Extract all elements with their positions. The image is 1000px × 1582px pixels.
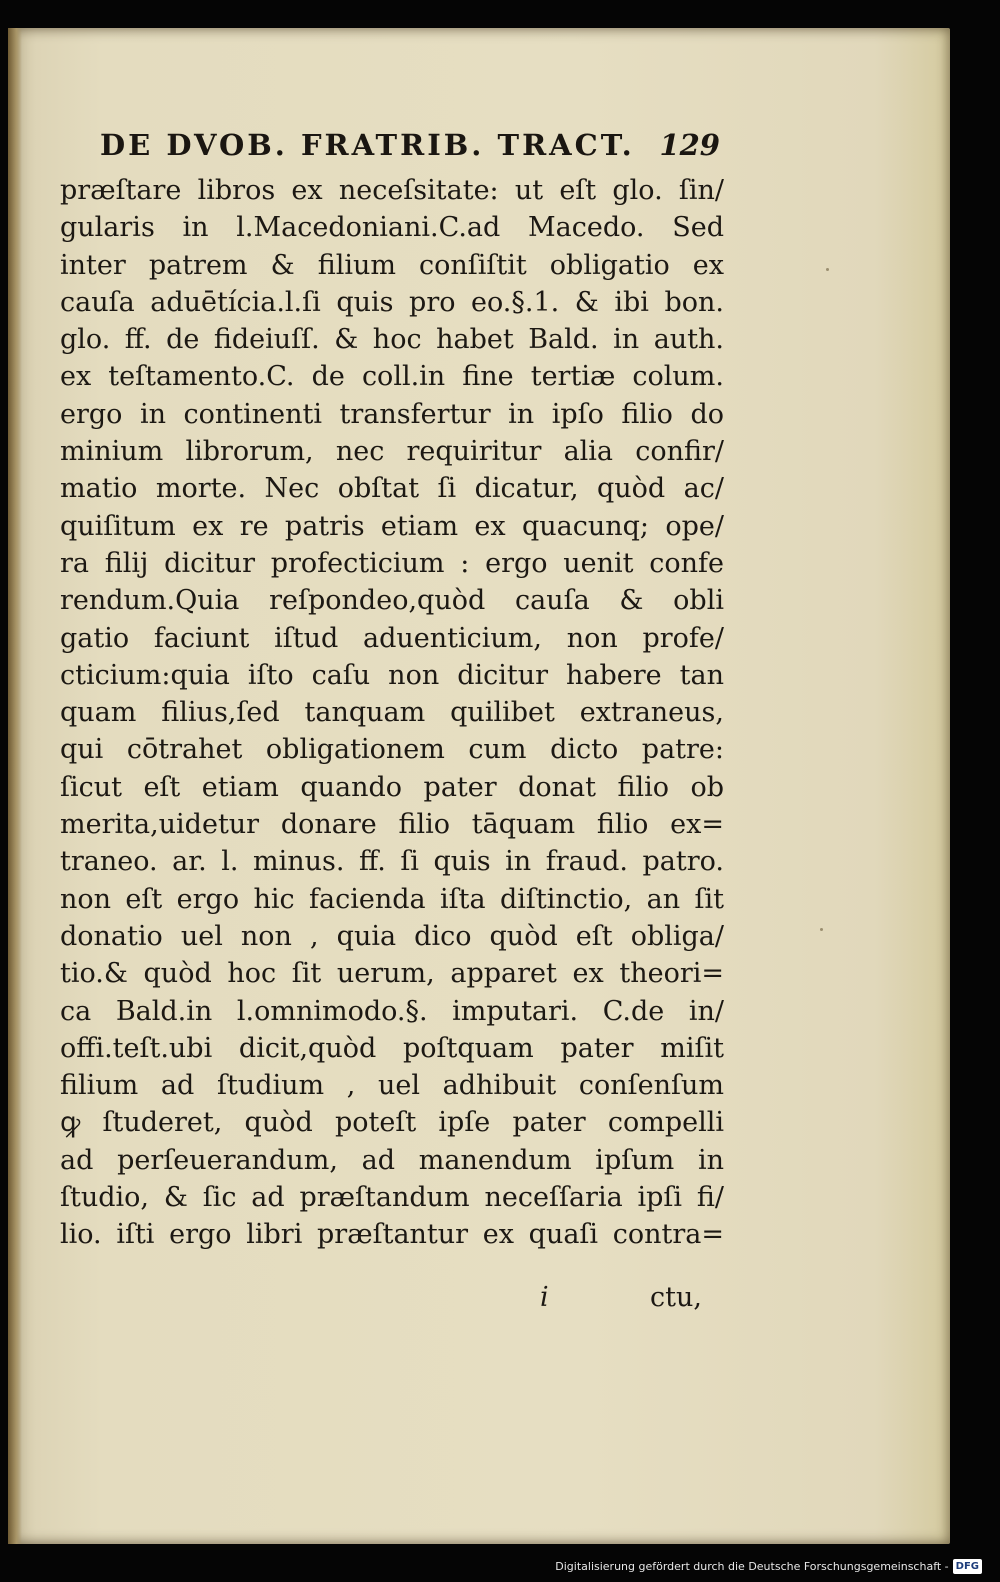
text-line: ſtudio, & ſic ad præſtandum neceſſaria ipſi fi/ — [60, 1182, 724, 1214]
text-line: qui cōtrahet obligationem cum dicto patre: — [60, 734, 724, 766]
text-line: ſicut eſt etiam quando pater donat filio ob — [60, 771, 724, 803]
text-line: ra filij dicitur profecticium : ergo uenit confe — [60, 547, 724, 579]
text-line: gularis in l.Macedoniani.C.ad Macedo. Sed — [60, 212, 724, 244]
text-line: gatio faciunt iſtud aduenticium, non profe/ — [60, 622, 724, 654]
signature-mark: i — [540, 1282, 549, 1313]
text-line: tio.& quòd hoc ſit uerum, apparet ex theori= — [60, 958, 724, 990]
dfg-logo-icon: DFG — [953, 1559, 982, 1574]
text-line: cauſa aduētícia.l.ſi quis pro eo.§.1. & ibi bon. — [60, 286, 724, 318]
catchword: ctu, — [650, 1282, 702, 1313]
text-line: traneo. ar. l. minus. ff. ſi quis in fraud. patro. — [60, 846, 724, 878]
digitization-credit — [555, 1556, 982, 1576]
paper-speck — [820, 928, 823, 931]
text-line: merita,uidetur donare filio tāquam filio ex= — [60, 809, 724, 841]
page-spine-shadow — [8, 28, 22, 1544]
running-head — [100, 128, 720, 172]
credit-text: Digitalisierung gefördert durch die Deutsche Forschungsgemeinschaft - — [555, 1559, 949, 1573]
text-line: lio. iſti ergo libri præſtantur ex quaſi contra= — [60, 1219, 724, 1251]
text-line: donatio uel non , quia dico quòd eſt obliga/ — [60, 920, 724, 952]
text-line: ergo in continenti transfertur in ipſo filio do — [60, 398, 724, 430]
text-line: ex teſtamento.C. de coll.in fine tertiæ colum. — [60, 361, 724, 393]
text-line: ca Bald.in l.omnimodo.§. imputari. C.de in/ — [60, 995, 724, 1027]
page-number: 129 — [659, 128, 720, 162]
text-line: inter patrem & filium conſiſtit obligatio ex — [60, 249, 724, 281]
text-line: ad perſeuerandum, ad manendum ipſum in — [60, 1144, 724, 1176]
text-line: matio morte. Nec obſtat ſi dicatur, quòd ac/ — [60, 473, 724, 505]
catchline — [60, 1282, 724, 1322]
text-line: minium librorum, nec requiritur alia confir/ — [60, 436, 724, 468]
text-line: cticium:quia iſto caſu non dicitur habere tan — [60, 659, 724, 691]
text-line: quam filius,ſed tanquam quilibet extraneus, — [60, 697, 724, 729]
text-line: rendum.Quia reſpondeo,quòd cauſa & obli — [60, 585, 724, 617]
text-line: ꝙ ſtuderet, quòd poteſt ipſe pater compelli — [60, 1107, 724, 1139]
text-line: glo. ff. de fideiuſſ. & hoc habet Bald. in auth. — [60, 324, 724, 356]
text-line: offi.teſt.ubi dicit,quòd poſtquam pater miſit — [60, 1032, 724, 1064]
text-line: filium ad ſtudium , uel adhibuit conſenſum — [60, 1070, 724, 1102]
body-text — [60, 172, 724, 1254]
text-line: non eſt ergo hic facienda iſta diſtinctio, an ſit — [60, 883, 724, 915]
running-title: DE DVOB. FRATRIB. TRACT. — [100, 128, 635, 162]
text-line: præſtare libros ex neceſsitate: ut eſt glo. ſin/ — [60, 175, 724, 206]
paper-speck — [826, 268, 829, 271]
text-line: quiſitum ex re patris etiam ex quacunq; ope/ — [60, 510, 724, 542]
